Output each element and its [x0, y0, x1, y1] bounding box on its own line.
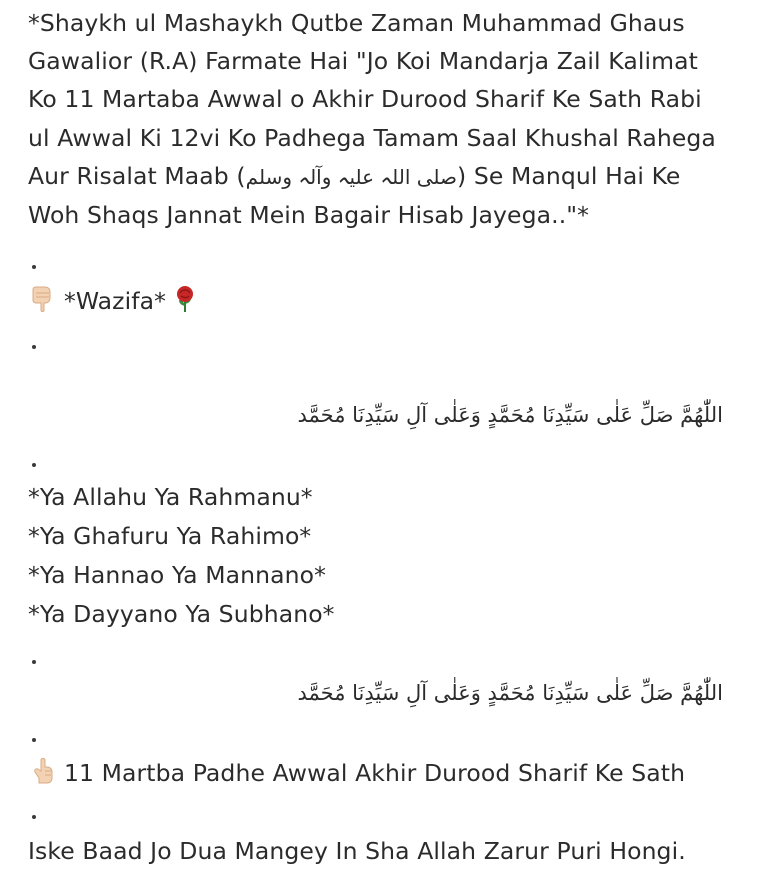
- rose-icon: [174, 285, 196, 320]
- name-line-3: *Ya Hannao Ya Mannano*: [28, 561, 326, 589]
- intro-line-5-pre: Aur Risalat Maab (: [28, 162, 246, 190]
- wazifa-heading: [30, 285, 196, 320]
- intro-line-5-arabic: صلی اللہ علیہ وآلہ وسلم: [245, 165, 458, 189]
- hand-pointing-up-icon: [30, 757, 54, 792]
- separator-dot: [32, 660, 36, 664]
- separator-dot: [32, 463, 36, 467]
- intro-line-3: Ko 11 Martaba Awwal o Akhir Durood Sharif Ke Sath Rabi: [28, 85, 702, 113]
- name-line-1: *Ya Allahu Ya Rahmanu*: [28, 483, 313, 511]
- wazifa-label: *Wazifa*: [64, 287, 166, 315]
- durood-sharif-2: اللّٰهُمَّ صَلِّ عَلٰى سَيِّدِنَا مُحَمَّدٍ وَعَلٰى آلِ سَيِّدِنَا مُحَمَّد: [297, 681, 723, 705]
- instruction-text: 11 Martba Padhe Awwal Akhir Durood Sharif Ke Sath: [64, 759, 686, 787]
- name-line-4: *Ya Dayyano Ya Subhano*: [28, 600, 335, 628]
- intro-line-5-post: ) Se Manqul Hai Ke: [457, 162, 681, 190]
- intro-line-1: *Shaykh ul Mashaykh Qutbe Zaman Muhammad Ghaus: [28, 9, 685, 37]
- closing-line: Iske Baad Jo Dua Mangey In Sha Allah Zarur Puri Hongi.: [28, 837, 686, 865]
- durood-sharif-1: اللّٰهُمَّ صَلِّ عَلٰى سَيِّدِنَا مُحَمَّدٍ وَعَلٰى آلِ سَيِّدِنَا مُحَمَّد: [297, 403, 723, 427]
- intro-line-2: Gawalior (R.A) Farmate Hai "Jo Koi Mandarja Zail Kalimat: [28, 47, 698, 75]
- intro-line-6: Woh Shaqs Jannat Mein Bagair Hisab Jayega.."*: [28, 201, 590, 229]
- separator-dot: [32, 815, 36, 819]
- intro-line-4: ul Awwal Ki 12vi Ko Padhega Tamam Saal Khushal Rahega: [28, 124, 716, 152]
- separator-dot: [32, 265, 36, 269]
- hand-pointing-down-icon: [30, 285, 54, 320]
- separator-dot: [32, 738, 36, 742]
- name-line-2: *Ya Ghafuru Ya Rahimo*: [28, 522, 312, 550]
- instruction-line: [30, 757, 685, 792]
- separator-dot: [32, 345, 36, 349]
- intro-line-5: [28, 161, 680, 192]
